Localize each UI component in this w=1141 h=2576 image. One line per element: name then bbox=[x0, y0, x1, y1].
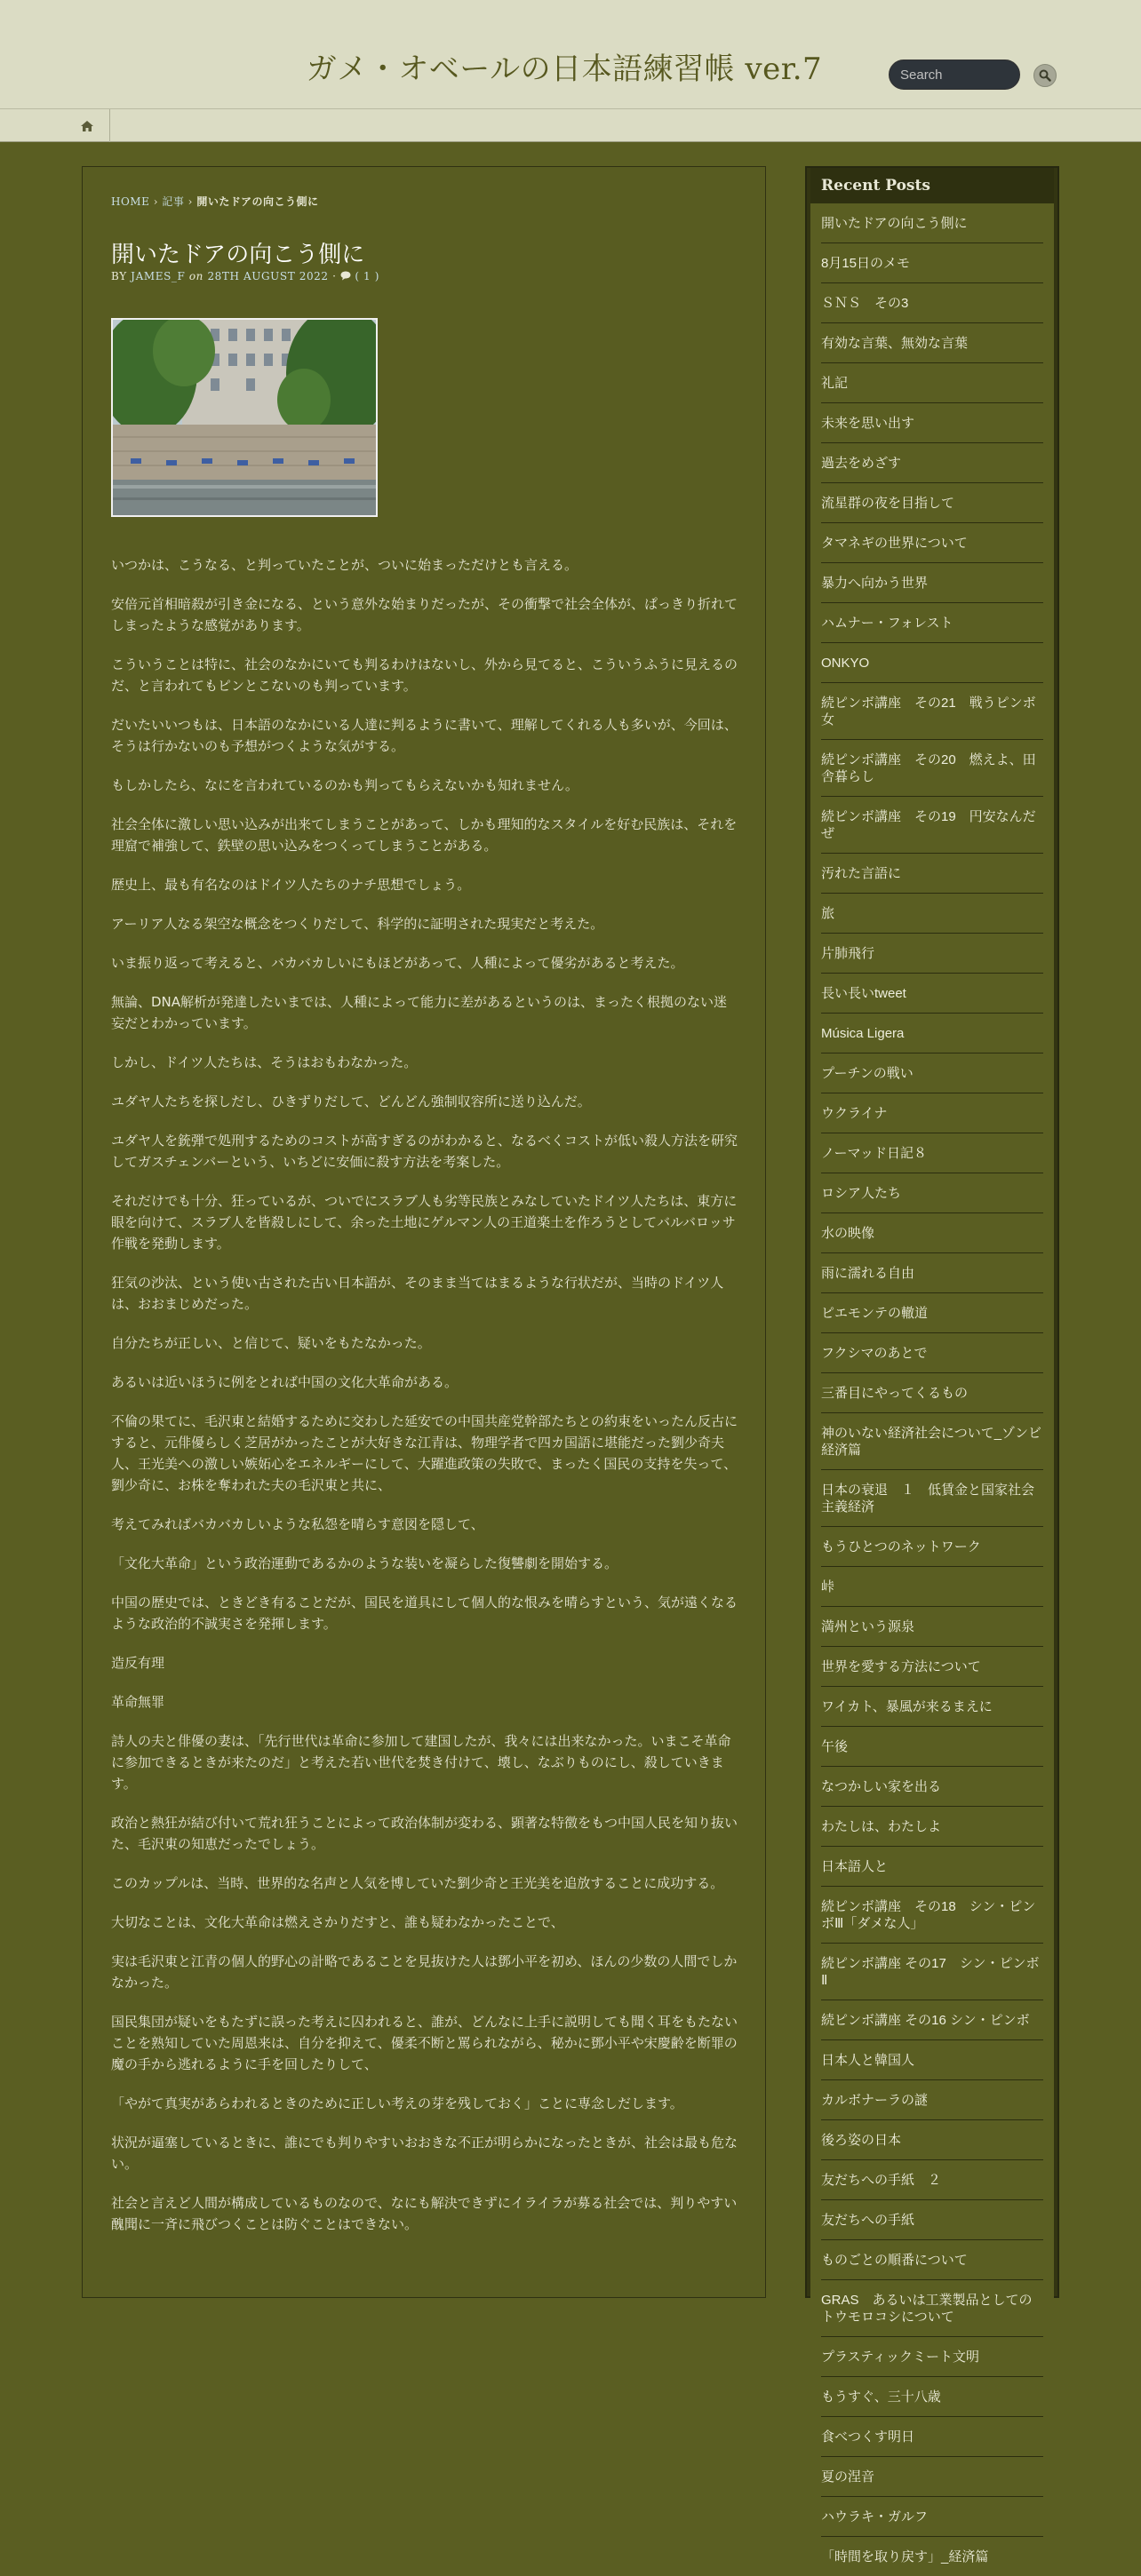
recent-post-link[interactable]: なつかしい家を出る bbox=[821, 1767, 1043, 1807]
recent-post-link[interactable]: ONKYO bbox=[821, 643, 1043, 683]
post-paragraph: 不倫の果てに、毛沢東と結婚するために交わした延安での中国共産党幹部たちとの約束をいったん反古にすると、元俳優らしく芝居がかったことが大好きな江青は、物理学者で四カ国語に堪能だった劉少奇夫人、王光美への激しい嫉妬心をエネルギーにして、大躍進政策の失敗で、まったく国民の支持を失って、劉少奇に、お株を奪われた夫の毛沢東と共に、 bbox=[111, 1413, 738, 1493]
recent-post-link[interactable]: プラスティックミート文明 bbox=[821, 2337, 1043, 2377]
post-paragraph: ユダヤ人たちを探しだし、ひきずりだして、どんどん強制収容所に送り込んだ。 bbox=[111, 1093, 591, 1109]
main-nav bbox=[0, 108, 1141, 142]
post-paragraph: 国民集団が疑いをもたずに誤った考えに囚われると、誰が、どんなに上手に説明しても聞く耳をもたないことを熟知していた周恩来は、自分を抑えて、優柔不断と罵られながら、秘かに鄧小平や宋慶齢を断罪の魔の手から逃れるように手を回したりして、 bbox=[111, 2014, 738, 2072]
recent-post-link[interactable]: GRAS あるいは工業製品としてのトウモロコシについて bbox=[821, 2280, 1043, 2337]
recent-post-link[interactable]: 友だちへの手紙 ２ bbox=[821, 2160, 1043, 2200]
recent-post-link[interactable]: 後ろ姿の日本 bbox=[821, 2120, 1043, 2160]
post-paragraph: いま振り返って考えると、バカバカしいにもほどがあって、人種によって優劣があると考えた。 bbox=[111, 955, 684, 971]
post-paragraph: しかし、ドイツ人たちは、そうはおもわなかった。 bbox=[111, 1054, 418, 1070]
post-paragraph: 詩人の夫と俳優の妻は、「先行世代は革命に参加して建国したが、我々には出来なかった。いまこそ革命に参加できるときが来たのだ」と考えた若い世代を焚き付けて、壊し、なぶりものにし、殺していきます。 bbox=[111, 1733, 731, 1792]
recent-post-link[interactable]: わたしは、わたしよ bbox=[821, 1807, 1043, 1847]
post-paragraph: 歴史上、最も有名なのはドイツ人たちのナチ思想でしょう。 bbox=[111, 877, 471, 893]
post-paragraph: アーリア人なる架空な概念をつくりだして、科学的に証明された現実だと考えた。 bbox=[111, 916, 604, 932]
post-paragraph: あるいは近いほうに例をとれば中国の文化大革命がある。 bbox=[111, 1374, 459, 1390]
post-paragraph: 実は毛沢東と江青の個人的野心の計略であることを見抜けた人は鄧小平を初め、ほんの少数の人間でしかなかった。 bbox=[111, 1953, 738, 1991]
post-paragraph: こういうことは特に、社会のなかにいても判るわけはないし、外から見てると、こういうふうに見えるのだ、と言われてもピンとこないのも判っています。 bbox=[111, 656, 738, 694]
recent-post-link[interactable]: 世界を愛する方法について bbox=[821, 1647, 1043, 1687]
search-icon bbox=[1039, 69, 1051, 82]
post-paragraph: 「やがて真実があらわれるときのために正しい考えの芽を残しておく」ことに専念しだします。 bbox=[111, 2095, 683, 2111]
post-paragraph: 大切なことは、文化大革命は燃えさかりだすと、誰も疑わなかったことで、 bbox=[111, 1914, 564, 1930]
home-icon bbox=[80, 120, 94, 132]
post-meta bbox=[111, 270, 379, 282]
post-paragraph: それだけでも十分、狂っているが、ついでにスラブ人も劣等民族とみなしていたドイツ人たちは、東方に眼を向けて、スラブ人を皆殺しにして、余った土地にゲルマン人の王道楽土を作ろうとしてバルバロッサ作戦を発動します。 bbox=[111, 1193, 738, 1252]
breadcrumb-category[interactable]: 記事 bbox=[162, 195, 185, 208]
recent-post-link[interactable]: 夏の涅音 bbox=[821, 2457, 1043, 2497]
recent-post-link[interactable]: 食べつくす明日 bbox=[821, 2417, 1043, 2457]
recent-post-link[interactable]: 満州という源泉 bbox=[821, 1607, 1043, 1647]
widget-title: Recent Posts bbox=[810, 168, 1054, 203]
post-paragraph: 社会と言えど人間が構成しているものなので、なにも解決できずにイライラが募る社会では、判りやすい醜聞に一斉に飛びつくことは防ぐことはできない。 bbox=[111, 2195, 738, 2232]
recent-post-link[interactable]: 日本人と韓国人 bbox=[821, 2040, 1043, 2080]
search-input[interactable] bbox=[889, 60, 1020, 90]
recent-post-link[interactable]: 雨に濡れる自由 bbox=[821, 1253, 1043, 1293]
recent-post-link[interactable]: 水の映像 bbox=[821, 1213, 1043, 1253]
recent-post-link[interactable]: ＳＮＳ その3 bbox=[821, 283, 1043, 323]
post-paragraph: 造反有理 bbox=[111, 1655, 165, 1671]
recent-post-link[interactable]: 片肺飛行 bbox=[821, 934, 1043, 974]
recent-post-link[interactable]: 続ピンボ講座 その17 シン・ピンボⅡ bbox=[821, 1944, 1043, 2000]
recent-post-link[interactable]: もうすぐ、三十八歳 bbox=[821, 2377, 1043, 2417]
date-link[interactable]: 28TH AUGUST 2022 bbox=[207, 270, 329, 282]
recent-post-link[interactable]: 暴力へ向かう世界 bbox=[821, 563, 1043, 603]
post-paragraph: いつかは、こうなる、と判っていたことが、ついに始まっただけとも言える。 bbox=[111, 557, 578, 573]
post-paragraph: 考えてみればバカバカしいような私怨を晴らす意図を隠して、 bbox=[111, 1516, 484, 1532]
breadcrumb bbox=[111, 194, 318, 209]
nav-home-link[interactable] bbox=[65, 109, 110, 142]
recent-post-link[interactable]: 午後 bbox=[821, 1727, 1043, 1767]
recent-post-link[interactable]: 日本語人と bbox=[821, 1847, 1043, 1887]
recent-post-link[interactable]: ピエモンテの轍道 bbox=[821, 1293, 1043, 1333]
post-paragraph: 自分たちが正しい、と信じて、疑いをもたなかった。 bbox=[111, 1335, 431, 1351]
recent-post-link[interactable]: 続ピンボ講座 その18 シン・ピンボⅢ「ダメな人」 bbox=[821, 1887, 1043, 1944]
breadcrumb-separator: › bbox=[153, 195, 158, 208]
recent-post-link[interactable]: 開いたドアの向こう側に bbox=[821, 203, 1043, 243]
search-button[interactable] bbox=[1033, 64, 1057, 87]
recent-post-link[interactable]: ハウラキ・ガルフ bbox=[821, 2497, 1043, 2537]
recent-post-link[interactable]: Música Ligera bbox=[821, 1014, 1043, 1053]
recent-post-link[interactable]: 旅 bbox=[821, 894, 1043, 934]
post-title[interactable]: 開いたドアの向こう側に bbox=[111, 242, 365, 268]
recent-post-link[interactable]: 汚れた言語に bbox=[821, 854, 1043, 894]
recent-post-link[interactable]: 礼記 bbox=[821, 363, 1043, 403]
recent-post-link[interactable]: 神のいない経済社会について_ゾンビ経済篇 bbox=[821, 1413, 1043, 1470]
recent-posts-widget bbox=[810, 168, 1054, 2564]
recent-post-link[interactable]: カルボナーラの謎 bbox=[821, 2080, 1043, 2120]
meta-on: on bbox=[188, 270, 204, 282]
site-header bbox=[0, 0, 1141, 108]
photo-riverbank-icon bbox=[113, 320, 376, 515]
post-paragraph: 中国の歴史では、ときどき有ることだが、国民を道具にして個人的な恨みを晴らすという、気が遠くなるような政治的不誠実さを発揮します。 bbox=[111, 1594, 738, 1632]
recent-post-link[interactable]: 続ピンボ講座 その19 円安なんだぜ bbox=[821, 797, 1043, 854]
comment-icon bbox=[340, 271, 351, 281]
breadcrumb-home[interactable]: HOME bbox=[111, 195, 150, 208]
post-paragraph: このカップルは、当時、世界的な名声と人気を博していた劉少奇と王光美を追放することに成功する。 bbox=[111, 1875, 724, 1891]
recent-post-link[interactable]: ものごとの順番について bbox=[821, 2240, 1043, 2280]
recent-post-link[interactable]: 続ピンボ講座 その20 燃えよ、田舎暮らし bbox=[821, 740, 1043, 797]
comments-link[interactable] bbox=[340, 270, 379, 282]
meta-separator: · bbox=[332, 270, 337, 282]
recent-post-link[interactable]: 長い長いtweet bbox=[821, 974, 1043, 1014]
recent-post-link[interactable]: ワイカト、暴風が来るまえに bbox=[821, 1687, 1043, 1727]
recent-post-link[interactable]: プーチンの戦い bbox=[821, 1053, 1043, 1093]
post-paragraph: 「文化大革命」という政治運動であるかのような装いを凝らした復讐劇を開始する。 bbox=[111, 1555, 618, 1571]
search-form bbox=[889, 60, 1020, 90]
recent-post-link[interactable]: もうひとつのネットワーク bbox=[821, 1527, 1043, 1567]
recent-post-link[interactable]: 日本の衰退 １ 低賃金と国家社会主義経済 bbox=[821, 1470, 1043, 1527]
recent-post-link[interactable]: ハムナー・フォレスト bbox=[821, 603, 1043, 643]
post-paragraph: 政治と熱狂が結び付いて荒れ狂うことによって政治体制が変わる、顕著な特徴をもつ中国人民を知り抜いた、毛沢東の知恵だったでしょう。 bbox=[111, 1815, 738, 1852]
breadcrumb-separator: › bbox=[188, 195, 193, 208]
recent-post-link[interactable]: 未来を思い出す bbox=[821, 403, 1043, 443]
post-paragraph: ユダヤ人を銃弾で処刑するためのコストが高すぎるのがわかると、なるべくコストが低い殺人方法を研究してガスチェンバーという、いちどに安価に殺す方法を考案した。 bbox=[111, 1133, 738, 1170]
recent-post-link[interactable]: 流星群の夜を目指して bbox=[821, 483, 1043, 523]
post-paragraph: 安倍元首相暗殺が引き金になる、という意外な始まりだったが、その衝撃で社会全体が、ぱっきり折れてしまったような感覚があります。 bbox=[111, 596, 738, 633]
recent-post-link[interactable]: フクシマのあとで bbox=[821, 1333, 1043, 1373]
site-title[interactable]: ガメ・オベールの日本語練習帳 ver.7 bbox=[306, 52, 823, 87]
recent-post-link[interactable]: 有効な言葉、無効な言葉 bbox=[821, 323, 1043, 363]
author-link[interactable]: JAMES_F bbox=[131, 270, 186, 282]
recent-post-link[interactable]: ノーマッド日記８ bbox=[821, 1133, 1043, 1173]
post-article bbox=[82, 166, 766, 2298]
post-image[interactable] bbox=[111, 318, 378, 517]
recent-posts-list bbox=[810, 203, 1054, 2576]
meta-by: BY bbox=[111, 270, 127, 282]
post-paragraph: 社会全体に激しい思い込みが出来てしまうことがあって、しかも理知的なスタイルを好む民族は、それを理窟で補強して、鉄壁の思い込みをつくってしまうことがある。 bbox=[111, 816, 738, 854]
post-paragraph: だいたいいつもは、日本語のなかにいる人達に判るように書いて、理解してくれる人も多いが、今回は、そうは行かないのも予想がつくような気がする。 bbox=[111, 717, 738, 754]
recent-post-link[interactable]: 続ピンボ講座 その21 戦うピンボ女 bbox=[821, 683, 1043, 740]
recent-post-link[interactable]: ウクライナ bbox=[821, 1093, 1043, 1133]
post-paragraph: 革命無罪 bbox=[111, 1694, 165, 1710]
post-paragraph: もしかしたら、なにを言われているのかも判ってもらえないかも知れません。 bbox=[111, 777, 578, 793]
post-paragraph: 無論、DNA解析が発達したいまでは、人種によって能力に差があるというのは、まったく根拠のない迷妄だとわかっています。 bbox=[111, 994, 728, 1031]
recent-post-link[interactable]: 三番目にやってくるもの bbox=[821, 1373, 1043, 1413]
sidebar bbox=[805, 166, 1059, 2564]
recent-post-link[interactable]: 過去をめざす bbox=[821, 443, 1043, 483]
recent-post-link[interactable]: 峠 bbox=[821, 1567, 1043, 1607]
comments-count: ( 1 ) bbox=[355, 270, 379, 282]
recent-post-link[interactable]: ロシア人たち bbox=[821, 1173, 1043, 1213]
breadcrumb-current: 開いたドアの向こう側に bbox=[196, 195, 319, 208]
post-paragraph: 状況が逼塞しているときに、誰にでも判りやすいおおきな不正が明らかになったときが、社会は最も危ない。 bbox=[111, 2135, 738, 2172]
recent-post-link[interactable]: 友だちへの手紙 bbox=[821, 2200, 1043, 2240]
post-body bbox=[111, 554, 738, 2253]
post-paragraph: 狂気の沙汰、という使い古された古い日本語が、そのまま当てはまるような行状だが、当時のドイツ人は、おおまじめだった。 bbox=[111, 1275, 724, 1312]
recent-post-link[interactable]: 8月15日のメモ bbox=[821, 243, 1043, 283]
recent-post-link[interactable]: タマネギの世界について bbox=[821, 523, 1043, 563]
recent-post-link[interactable]: 続ピンボ講座 その16 シン・ピンボ bbox=[821, 2000, 1043, 2040]
recent-post-link[interactable]: 「時間を取り戻す」_経済篇 bbox=[821, 2549, 989, 2564]
